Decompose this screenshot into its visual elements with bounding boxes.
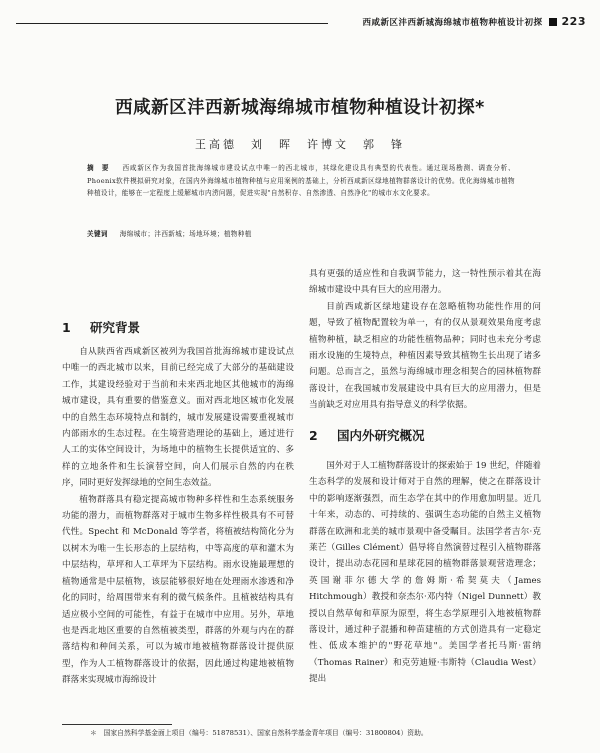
article-title: 西咸新区沣西新城海绵城市植物种植设计初探* [115,98,485,118]
section-1-heading [62,318,140,338]
abstract-text: 西咸新区作为我国首批海绵城市建设试点中唯一的西北城市，其绿化建设具有典型的代表性。通过现场勘测、调查分析、Phoenix软件模拟研究对象，在国内外海绵城市植物种植与应用案例的基础上，分析西咸新区绿地植物群落设计的优势。优化海绵城市植物种植设计，能够在一定程度上缓解城市内涝问题，促进实现"自然积存、自然渗透、自然净化"的城市水文化要求。 [87,164,515,198]
keywords-text: 海绵城市；沣西新城；场地环境；植物种植 [119,230,252,238]
left-column [62,344,294,689]
header-square-icon [549,18,557,26]
right-column-bottom [309,458,541,688]
section-2-number: 2 [309,428,318,443]
right-paragraph-2: 目前西咸新区绿地建设存在忽略植物功能性作用的问题，导致了植物配置较为单一，有的仅从景观效果角度考虑植物种植，缺乏相应的功能性植物品种；同时也未充分考虑雨水设施的生境特点，种植因素导致其植物生长出现了诸多问题。总而言之，虽然与海绵城市理念相契合的园林植物群落设计，在我国城市发展建设中具有巨大的应用潜力，但是当前缺乏对应用具有指导意义的科学依据。 [309,301,541,411]
right-column-top [309,266,541,414]
page-number: 223 [561,15,586,28]
left-paragraph-2: 植物群落具有稳定提高城市物种多样性和生态系统服务功能的潜力，而植物群落对于城市生物多样性极具有不可替代性。Specht 和 McDonald 等学者，将植被结构简化分为以树木为唯一生长形态的上层结构，中等高度的草和灌木为中层结构，草坪和人工草坪为下层结构。雨水设施最理想的植物通常是中层植物，该层能够很好地在处理雨水渗透和净化的同时，给周围带来有利的微气候条件。且植被结构具有适应极小空间的可能性，有益于在城市中应用。另外，草地也是西北地区重要的自然植被类型，群落的外观与内在的群落结构和种间关系，可以为城市地被植物群落设计提供原型，作为人工植物群落设计的依据，因此通过构建地被植物群落来实现城市海绵设计 [62,494,294,686]
keywords [87,228,515,238]
section-1-number: 1 [62,320,71,335]
section-1-title: 研究背景 [90,320,141,335]
abstract-label: 摘 要 [87,164,110,172]
left-paragraph-1: 自从陕西省西咸新区被列为我国首批海绵城市建设试点中唯一的西北城市以来，目前已经完成了大部分的基础建设工作，其建设经验对于当前和未来西北地区其他城市的海绵城市建设，具有重要的借鉴意义。面对西北地区城市化发展中的自然生态环境特点和制约，城市发展建设需要重视城市内部雨水的生态过程。在生境营造理论的基础上，通过进行人工的实体空间设计，为场地中的植物生长提供适宜的、多样的立地条件和生长演替空间，向人们展示自然的内在秩序，同时更好发挥绿地的空间生态效益。 [62,347,294,489]
right-paragraph-1: 具有更强的适应性和自我调节能力，这一特性预示着其在海绵城市建设中具有巨大的应用潜力。 [309,269,541,296]
header-rule [16,23,328,24]
keywords-label: 关键词 [87,230,108,238]
running-head [16,13,586,30]
footnote: ＊ 国家自然科学基金面上项目（编号：51878531）、国家自然科学基金青年项目（编号：31800804）资助。 [90,729,428,737]
article-authors: 王高德 刘 晖 许博文 郭 锋 [195,138,405,151]
abstract [87,162,515,200]
section-2-title: 国内外研究概况 [337,428,425,443]
section-2-heading [309,426,425,446]
right-paragraph-3: 国外对于人工植物群落设计的探索始于 19 世纪，伴随着生态科学的发展和设计师对于自然的理解，使之在群落设计中的影响逐渐强烈，而生态学在其中的作用愈加明显。近几十年来，动态的、可持续的、强调生态功能的自然主义植物群落在欧洲和北美的城市景观中备受瞩目。法国学者吉尔·克莱芒（Gilles Clément）倡导将自然演替过程引入植物群落设计，提出动态花园和星球花园的植物群落景观营造理念；英国谢菲尔德大学的詹姆斯·希契莫夫（James Hitchmough）教授和奈杰尔·邓内特（Nigel Dunnett）教授以自然草甸和草原为原型，将生态学原理引入地被植物群落设计，通过种子混播和种苗建植的方式创造具有一定稳定性、低成本维护的"野花草地"。美国学者托马斯·雷纳（Thomas Rainer）和克劳迪娅·韦斯特（Claudia West）提出 [309,461,541,685]
running-title: 西咸新区沣西新城海绵城市植物种植设计初探 [362,17,543,28]
footnote-rule [62,724,172,725]
